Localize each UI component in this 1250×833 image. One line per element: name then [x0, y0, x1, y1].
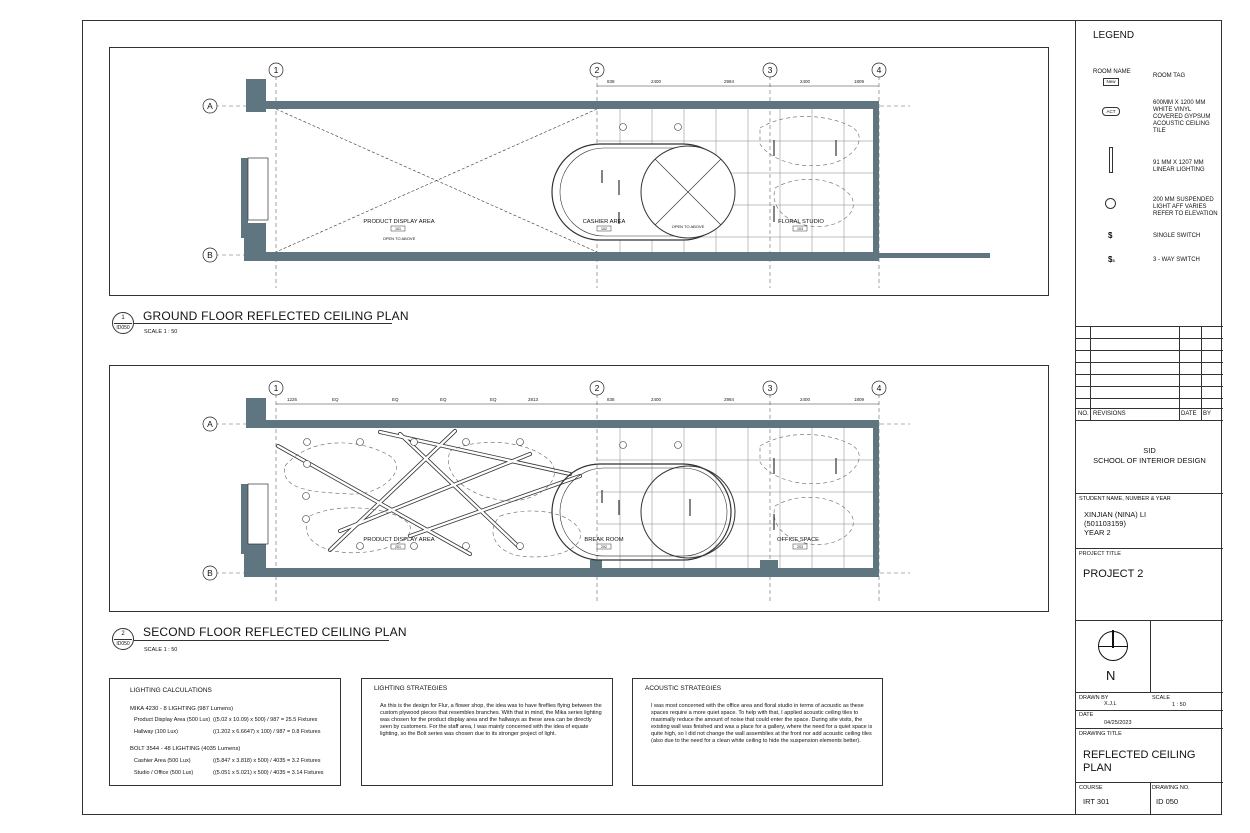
svg-text:1809: 1809: [854, 397, 865, 402]
ground-room-101-name: PRODUCT DISPLAY AREA: [363, 219, 435, 225]
second-room-201-tag: 201: [395, 545, 401, 549]
legend-title: LEGEND: [1093, 30, 1135, 41]
student-year: YEAR 2: [1084, 528, 1111, 537]
ground-dim-838: 838: [607, 79, 615, 84]
ground-dim-2400b: 2400: [800, 79, 811, 84]
ground-open-above: OPEN TO ABOVE: [671, 224, 705, 229]
legend-three-way-switch-text: 3 - WAY SWITCH: [1153, 257, 1200, 263]
north-label: N: [1106, 668, 1116, 683]
ground-room-103-tag: 103: [797, 227, 803, 231]
student-number: (501103159): [1084, 519, 1126, 528]
ground-dimensions: [607, 79, 865, 84]
ground-plan-number: 1: [121, 315, 125, 321]
legend-act-symbol: ACT: [1102, 107, 1120, 116]
suspended-light-icon: [1105, 198, 1116, 209]
ground-dim-2400a: 2400: [651, 79, 662, 84]
mika-header: MIKA 4230 - 8 LIGHTING (987 Lumens): [130, 706, 234, 712]
bolt-row-1-calc: ((5.847 x 3.818) x 500) / 4035 = 3.2 Fixtures: [213, 758, 321, 764]
ground-room-101-note: OPEN TO ABOVE: [382, 236, 416, 241]
mika-row-1-calc: ((5.02 x 10.09) x 500) / 987 = 25.5 Fixtures: [213, 717, 318, 723]
svg-text:EQ: EQ: [490, 397, 497, 402]
course-value: IRT 301: [1083, 797, 1110, 806]
drawn-by-label: DRAWN BY: [1079, 695, 1109, 701]
legend-suspended-text: 200 MM SUSPENDED LIGHT AFF VARIES REFER TO ELEVATION: [1153, 197, 1218, 217]
lighting-strategies-title: LIGHTING STRATEGIES: [374, 685, 448, 692]
ground-floor-plan-drawing: [110, 48, 1048, 295]
bolt-row-2-calc: ((5.051 x 5.021) x 500) / 4035 = 3.14 Fixtures: [213, 770, 324, 776]
bolt-row-1-area: Cashier Area (500 Lux): [134, 758, 191, 764]
legend-single-switch-text: SINGLE SWITCH: [1153, 233, 1201, 239]
lighting-strategies-body: As this is the design for Flur, a flower shop, the idea was to have fireflies flying between the custom plywood pieces that resembles branches. With that in mind, the Mika series lighting was chosen for the product display area and the hallways as these area can be directly seen by customers. For the staff area, I was mainly concerned with the idea of equate lighting, so the Bolt series was chosen due to its stronger project of light.: [380, 703, 602, 737]
ground-plan-title: GROUND FLOOR REFLECTED CEILING PLAN: [143, 309, 409, 323]
ground-plan-ref: ID050: [116, 325, 130, 331]
legend-room-name-label: ROOM NAME: [1093, 69, 1131, 75]
drawn-by-value: X.J.L: [1104, 701, 1117, 707]
acoustic-strategies-title: ACOUSTIC STRATEGIES: [645, 685, 722, 692]
second-plan-ref: ID050: [116, 641, 130, 647]
svg-text:EQ: EQ: [332, 397, 339, 402]
ground-room-102-name: CASHIER AREA: [582, 219, 626, 225]
ground-grid-bubbles: [203, 63, 886, 262]
student-label: STUDENT NAME, NUMBER & YEAR: [1079, 496, 1171, 502]
school-name: SID SCHOOL OF INTERIOR DESIGN: [1093, 446, 1206, 465]
drawing-title-label: DRAWING TITLE: [1079, 731, 1122, 737]
svg-text:2984: 2984: [724, 397, 735, 402]
second-floor-plan-drawing: [110, 366, 1048, 611]
svg-text:EQ: EQ: [392, 397, 399, 402]
second-plan-scale: SCALE 1 : 50: [144, 647, 178, 653]
ground-grid-col-2: 2: [594, 65, 600, 75]
legend-room-tag-symbol: New: [1103, 78, 1119, 86]
scale-label: SCALE: [1152, 695, 1171, 701]
project-title: PROJECT 2: [1083, 568, 1144, 580]
legend-linear-text: 91 MM X 1207 MM LINEAR LIGHTING: [1153, 160, 1205, 173]
second-plan-number-bubble: [112, 628, 134, 650]
mika-row-1-area: Product Display Area (500 Lux): [134, 717, 211, 723]
date-value: 04/25/2023: [1104, 720, 1132, 726]
student-name: XINJIAN (NINA) LI: [1084, 510, 1147, 519]
drawing-title: REFLECTED CEILING PLAN: [1083, 749, 1196, 774]
mika-row-2-area: Hallway (100 Lux): [134, 729, 179, 735]
second-room-202-tag: 202: [601, 545, 607, 549]
ground-grid-row-b: B: [207, 250, 213, 260]
revisions-header: REVISIONS: [1093, 411, 1126, 417]
svg-text:1226: 1226: [287, 397, 298, 402]
svg-text:2813: 2813: [528, 397, 539, 402]
project-label: PROJECT TITLE: [1079, 551, 1121, 557]
lighting-calculations-box: [109, 678, 341, 786]
lighting-calculations-title: LIGHTING CALCULATIONS: [130, 687, 212, 694]
ground-floor-plan-panel: [109, 47, 1049, 296]
single-switch-icon: $: [1108, 231, 1113, 240]
title-block: [1075, 20, 1222, 815]
acoustic-strategies-body: I was most concerned with the office area and floral studio in terms of acoustic as these spaces require a more quiet space. To help with that, I applied acoustic ceiling tiles to maximally reduce the amount of noise that could enter the space. During site visits, the existing wall was finished and was a place for a gallery, where the need for a quiet space is quite high, so I did not change the wall assemblies at the front nor add acoustic ceiling tiles (also due to the need for a clean white ceiling to hide the suspension elements better).: [651, 703, 873, 744]
ground-dim-1809: 1809: [854, 79, 865, 84]
second-grid-row-a: A: [207, 419, 213, 429]
second-grid-col-1: 1: [273, 383, 279, 393]
second-plan-title: SECOND FLOOR REFLECTED CEILING PLAN: [143, 625, 407, 639]
svg-text:2400: 2400: [651, 397, 662, 402]
acoustic-strategies-box: [632, 678, 883, 786]
revisions-by-header: BY: [1203, 411, 1212, 417]
drawing-no-label: DRAWING NO.: [1152, 785, 1190, 791]
revisions-date-header: DATE: [1181, 411, 1197, 417]
ground-grid-col-3: 3: [767, 65, 773, 75]
bolt-row-2-area: Studio / Office (500 Lux): [134, 770, 194, 776]
course-label: COURSE: [1079, 785, 1103, 791]
second-plan-number: 2: [121, 631, 125, 637]
ground-grid-row-a: A: [207, 101, 213, 111]
second-room-201-name: PRODUCT DISPLAY AREA: [363, 537, 435, 543]
mika-row-2-calc: ((1.202 x 6.6647) x 100) / 987 = 0.8 Fixtures: [213, 729, 321, 735]
legend-room-tag-text: ROOM TAG: [1153, 73, 1186, 79]
ground-grid-col-1: 1: [273, 65, 279, 75]
lighting-strategies-box: [361, 678, 613, 786]
second-grid-col-3: 3: [767, 383, 773, 393]
ground-plan-scale: SCALE 1 : 50: [144, 329, 178, 335]
second-room-203-name: OFFICE SPACE: [776, 537, 820, 543]
second-floor-plan-panel: [109, 365, 1049, 612]
ground-dim-2984: 2984: [724, 79, 735, 84]
second-grid-col-4: 4: [876, 383, 882, 393]
ground-room-102-tag: 102: [601, 227, 607, 231]
svg-text:EQ: EQ: [440, 397, 447, 402]
ground-plan-number-bubble: [112, 312, 134, 334]
three-way-switch-icon: $3: [1108, 255, 1115, 264]
ground-grid-col-4: 4: [876, 65, 882, 75]
second-grid-bubbles: [203, 381, 886, 580]
ground-room-101-tag: 101: [395, 227, 401, 231]
second-dimensions: [287, 397, 865, 402]
ground-room-103-name: FLORAL STUDIO: [778, 219, 824, 225]
second-grid-col-2: 2: [594, 383, 600, 393]
north-arrow-icon: [1098, 631, 1128, 661]
revisions-no-header: NO.: [1078, 411, 1089, 417]
second-room-203-tag: 203: [797, 545, 803, 549]
date-label: DATE: [1079, 712, 1094, 718]
linear-light-icon: [1109, 147, 1113, 173]
bolt-header: BOLT 3544 - 48 LIGHTING (4035 Lumens): [130, 746, 241, 752]
svg-text:2400: 2400: [800, 397, 811, 402]
second-room-202-name: BREAK ROOM: [584, 537, 624, 543]
drawing-no-value: ID 050: [1156, 797, 1179, 806]
second-grid-row-b: B: [207, 568, 213, 578]
svg-text:838: 838: [607, 397, 615, 402]
scale-value: 1 : 50: [1172, 702, 1186, 708]
legend-act-text: 600MM X 1200 MM WHITE VINYL COVERED GYPSUM ACOUSTIC CEILING TILE: [1153, 100, 1211, 134]
